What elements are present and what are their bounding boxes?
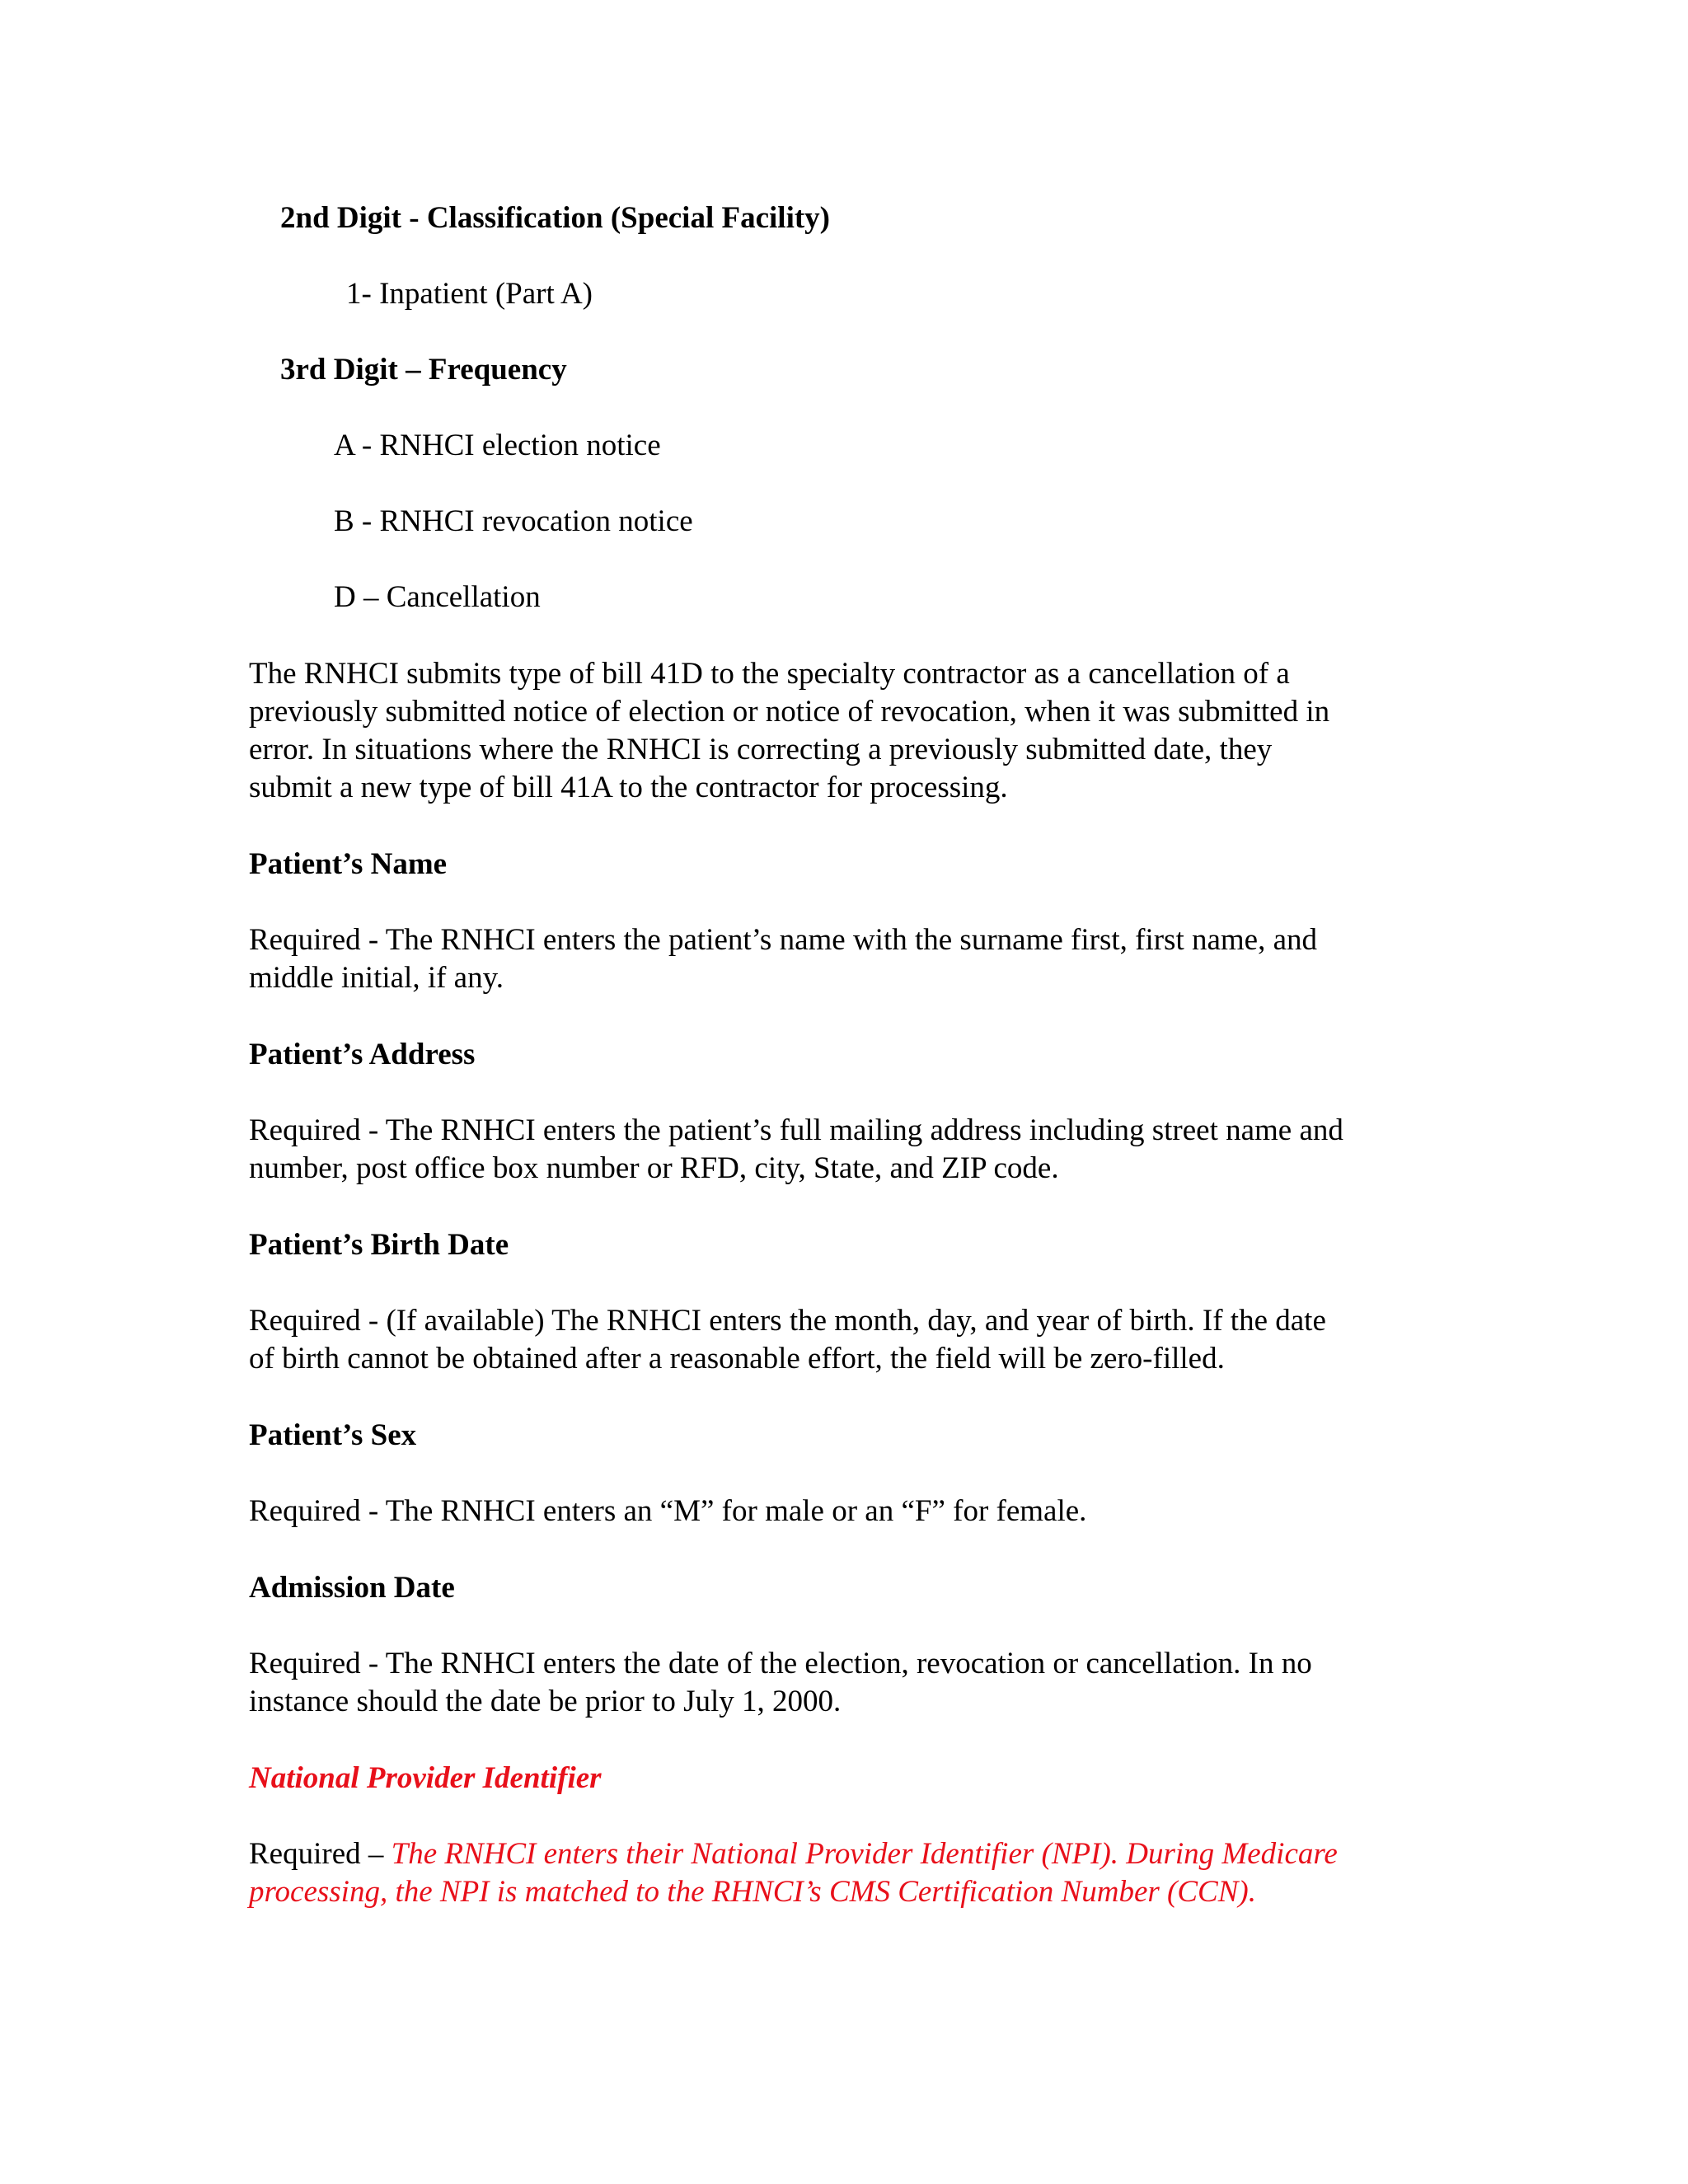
paragraph-line: Required - The RNHCI enters an “M” for male or an “F” for female. [249, 1494, 1087, 1528]
npi-prefix: Required – [249, 1837, 392, 1871]
digit3-item-d: D – Cancellation [334, 580, 541, 614]
paragraph-line: Required - The RNHCI enters the patient’s full mailing address including street name and [249, 1113, 1343, 1147]
paragraph-line: Required - (If available) The RNHCI enters the month, day, and year of birth. If the date [249, 1304, 1326, 1338]
patient-name-heading: Patient’s Name [249, 847, 448, 881]
paragraph-line: instance should the date be prior to July 1, 2000. [249, 1685, 842, 1718]
intro-line: previously submitted notice of election or notice of revocation, when it was submitted in [249, 695, 1330, 729]
intro-paragraph [249, 655, 1485, 807]
digit3-item-a: A - RNHCI election notice [334, 429, 661, 462]
patient-address-paragraph [249, 1112, 1485, 1188]
digit3-item-b: B - RNHCI revocation notice [334, 504, 693, 538]
npi-line-1 [249, 1835, 1485, 1873]
admission-date-paragraph [249, 1645, 1485, 1721]
npi-paragraph [249, 1835, 1485, 1911]
npi-line-2: processing, the NPI is matched to the RHNCI’s CMS Certification Number (CCN). [249, 1875, 1256, 1909]
paragraph-line: number, post office box number or RFD, city, State, and ZIP code. [249, 1151, 1059, 1185]
patient-birth-date-heading: Patient’s Birth Date [249, 1228, 509, 1262]
intro-line: The RNHCI submits type of bill 41D to the specialty contractor as a cancellation of a [249, 657, 1290, 691]
intro-line: submit a new type of bill 41A to the contractor for processing. [249, 771, 1008, 804]
digit2-heading: 2nd Digit - Classification (Special Facility) [280, 201, 830, 235]
intro-line: error. In situations where the RNHCI is correcting a previously submitted date, they [249, 733, 1273, 766]
npi-heading: National Provider Identifier [249, 1761, 602, 1795]
patient-birth-date-paragraph [249, 1302, 1485, 1378]
digit2-item: 1- Inpatient (Part A) [346, 277, 593, 311]
patient-sex-paragraph [249, 1493, 1485, 1530]
patient-sex-heading: Patient’s Sex [249, 1418, 417, 1452]
admission-date-heading: Admission Date [249, 1571, 455, 1605]
npi-text-1: The RNHCI enters their National Provider Identifier (NPI). During Medicare [391, 1837, 1338, 1871]
paragraph-line: of birth cannot be obtained after a reasonable effort, the field will be zero-filled. [249, 1342, 1225, 1376]
patient-name-paragraph [249, 921, 1485, 997]
digit3-heading: 3rd Digit – Frequency [280, 353, 567, 387]
paragraph-line: Required - The RNHCI enters the patient’s name with the surname first, first name, and [249, 923, 1318, 957]
patient-address-heading: Patient’s Address [249, 1038, 476, 1071]
paragraph-line: middle initial, if any. [249, 961, 504, 995]
paragraph-line: Required - The RNHCI enters the date of the election, revocation or cancellation. In no [249, 1647, 1312, 1680]
